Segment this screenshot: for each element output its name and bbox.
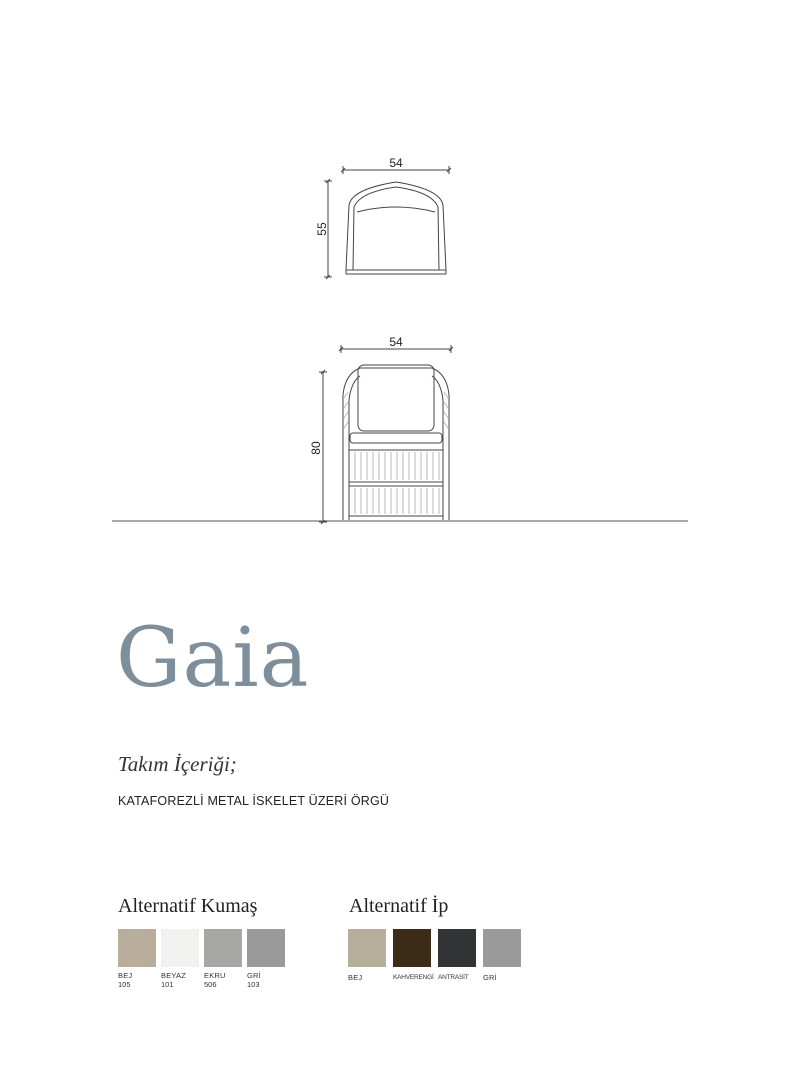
rope-swatch-item[interactable]: [348, 929, 393, 982]
alt-rope-title: Alternatif İp: [349, 895, 449, 917]
rope-swatch-item[interactable]: [393, 929, 438, 982]
alt-fabric-title: Alternatif Kumaş: [118, 895, 258, 917]
fabric-swatch-label: BEYAZ: [161, 971, 187, 980]
alt-fabric-swatches: [118, 929, 290, 989]
rope-swatch-label: KAHVERENGİ: [393, 974, 434, 981]
rope-swatch[interactable]: [483, 929, 521, 967]
fabric-swatch-code: 105: [118, 980, 131, 989]
front-height-label: 80: [309, 441, 323, 455]
rope-swatch-label: ANTRASİT: [438, 974, 469, 981]
alt-rope-swatches: [348, 929, 528, 982]
rope-swatch[interactable]: [393, 929, 431, 967]
fabric-swatch[interactable]: [247, 929, 285, 967]
product-name: Gaia: [116, 611, 310, 706]
top-width-label: 54: [389, 156, 403, 170]
fabric-swatch-item[interactable]: [247, 929, 290, 989]
top-depth-label: 55: [315, 222, 329, 236]
fabric-swatch-item[interactable]: [161, 929, 204, 989]
rope-swatch[interactable]: [438, 929, 476, 967]
fabric-swatch[interactable]: [118, 929, 156, 967]
fabric-swatch-label: EKRU: [204, 971, 226, 980]
fabric-swatch-label: BEJ: [118, 971, 133, 980]
set-contents-heading: Takım İçeriği;: [118, 752, 237, 776]
top-view-drawing: [324, 166, 451, 279]
front-width-label: 54: [389, 335, 403, 349]
fabric-swatch-label: GRİ: [247, 971, 261, 980]
fabric-swatch[interactable]: [204, 929, 242, 967]
fabric-swatch-code: 101: [161, 980, 174, 989]
product-description: KATAFOREZLİ METAL İSKELET ÜZERİ ÖRGÜ: [118, 794, 390, 808]
fabric-swatch[interactable]: [161, 929, 199, 967]
rope-swatch-label: BEJ: [348, 973, 363, 982]
fabric-swatch-item[interactable]: [204, 929, 247, 989]
fabric-swatch-code: 103: [247, 980, 260, 989]
rope-swatch-item[interactable]: [438, 929, 483, 982]
rope-swatch-item[interactable]: [483, 929, 528, 982]
rope-swatch[interactable]: [348, 929, 386, 967]
fabric-swatch-item[interactable]: [118, 929, 161, 989]
fabric-swatch-code: 506: [204, 980, 217, 989]
rope-swatch-label: GRİ: [483, 973, 497, 982]
